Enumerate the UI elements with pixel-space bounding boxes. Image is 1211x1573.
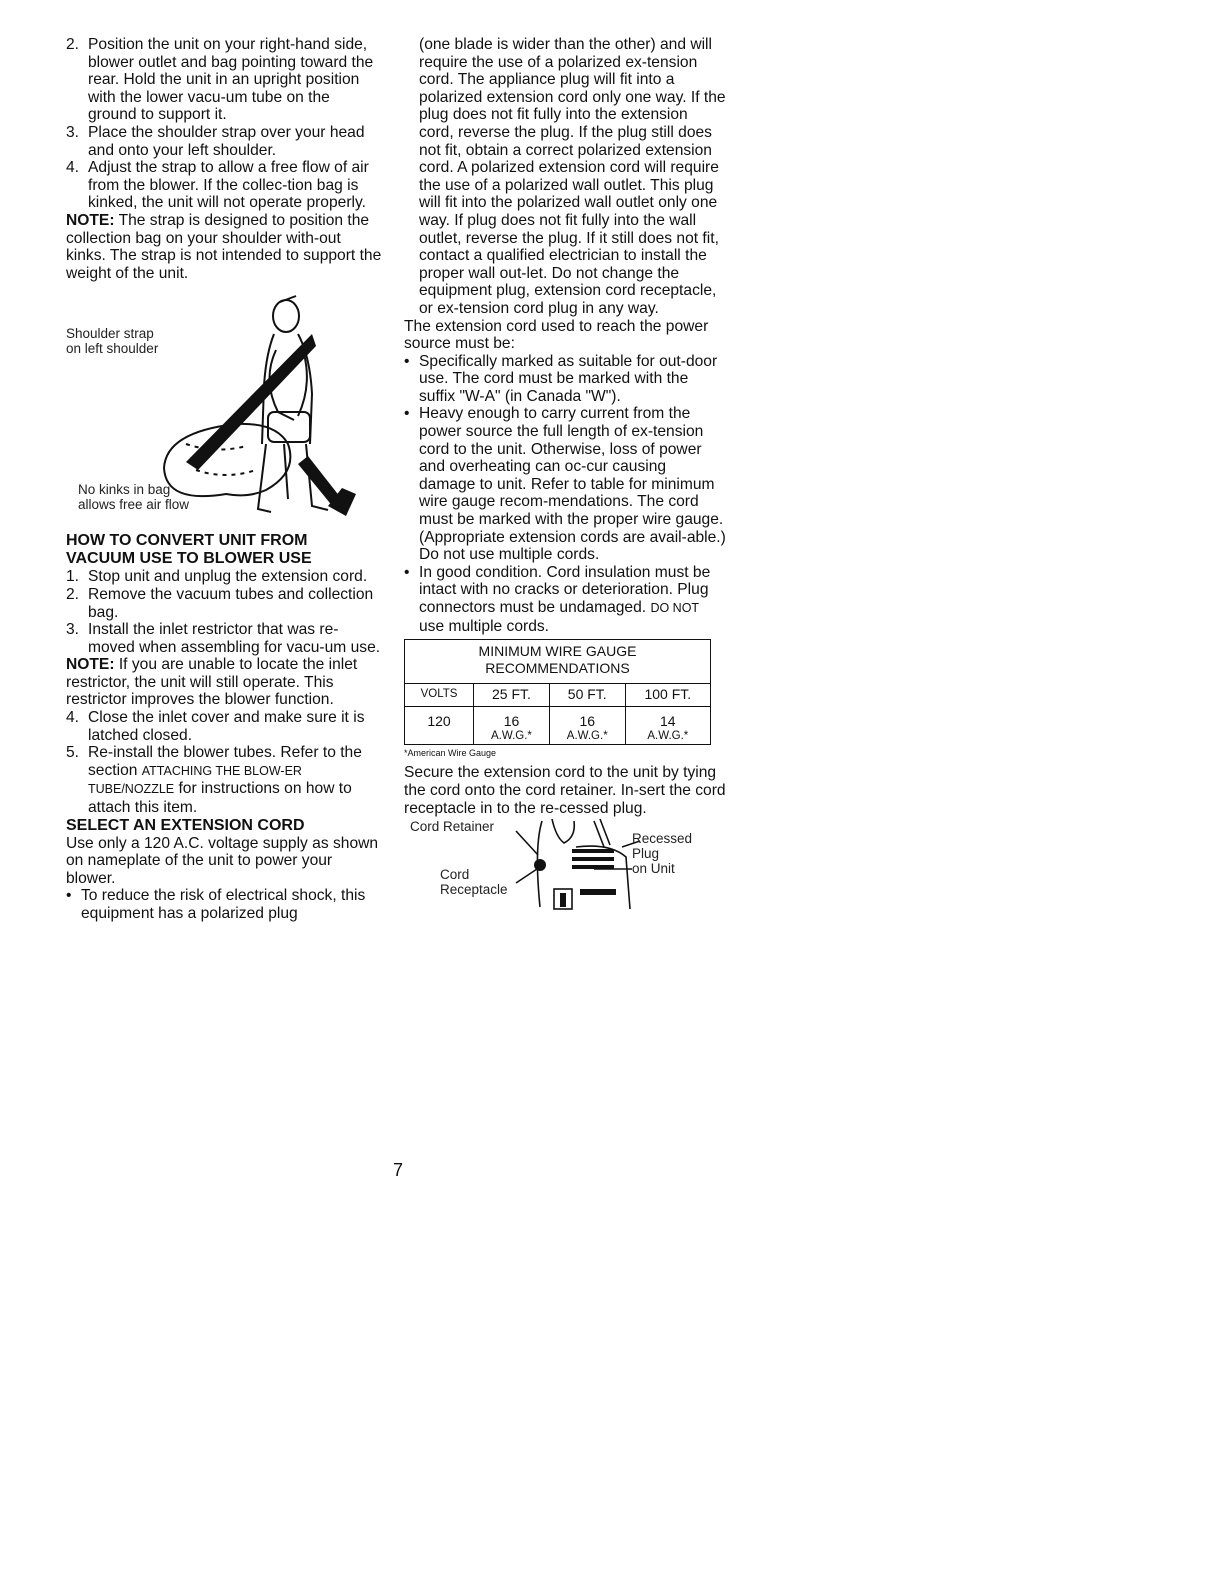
wire-gauge-table: [404, 639, 711, 745]
secure-cord-text: Secure the extension cord to the unit by tying the cord onto the cord retainer. In-sert the cord receptacle in to the re-cessed plug.: [404, 764, 726, 817]
step-number: 3.: [66, 123, 80, 141]
step-number: 2.: [66, 585, 80, 603]
bullet-item: [404, 564, 726, 635]
bullet-item: [66, 887, 382, 922]
step-text: Place the shoulder strap over your head and onto your left shoulder.: [88, 123, 365, 159]
step-text: for instructions on how to attach this item.: [88, 780, 352, 817]
bullet-dot-icon: •: [404, 563, 410, 581]
step-number: 5.: [66, 744, 80, 762]
bullet-text: To reduce the risk of electrical shock, this equipment has a polarized plug: [81, 887, 366, 922]
step-item: [66, 124, 382, 159]
bullet-dot-icon: •: [66, 887, 72, 905]
right-column: [404, 36, 726, 913]
table-header-cell: 100 FT.: [625, 684, 710, 707]
step-number: 4.: [66, 159, 80, 177]
step-item: [66, 159, 382, 212]
table-cell: 16 A.W.G.*: [474, 706, 550, 745]
heading-extension-cord: SELECT AN EXTENSION CORD: [66, 816, 305, 834]
left-column: [66, 36, 382, 923]
note-text: If you are unable to locate the inlet restrictor, the unit will still operate. This restrictor improves the blower function.: [66, 656, 358, 709]
polarized-continued: (one blade is wider than the other) and will require the use of a polarized ex-tension cord. The appliance plug will fit into a polarized extension cord only one way. If the plug does not fit fully into the extension cord, reverse the plug. If the plug still does not fit, obtain a correct polarized extension cord. A polarized extension cord will require the use of a polarized wall outlet. This plug will fit into the polarized wall outlet only one way. If plug does not fit fully into the wall outlet, reverse the plug. If it still does not fit, contact a qualified electrician to install the proper wall out-let. Do not change the equipment plug, extension cord receptacle, or ex-tension cord plug in any way.: [419, 36, 726, 317]
table-cell: 120: [405, 706, 474, 745]
table-caption: MINIMUM WIRE GAUGE RECOMMENDATIONS: [405, 640, 711, 684]
table-header-cell: VOLTS: [405, 684, 474, 707]
step-text: Close the inlet cover and make sure it is latched closed.: [88, 709, 365, 744]
step-item: [66, 568, 382, 586]
shoulder-strap-figure: [66, 294, 382, 526]
note-text: The strap is designed to position the collection bag on your shoulder with-out kinks. The strap is not intended to support the weight of the unit.: [66, 211, 382, 282]
cord-intro: Use only a 120 A.C. voltage supply as shown on nameplate of the unit to power your blower.: [66, 834, 379, 887]
step-text: Install the inlet restrictor that was re-moved when assembling for vacu-um use.: [88, 621, 381, 656]
steps-strap: [66, 36, 382, 212]
step-text: Remove the vacuum tubes and collection bag.: [88, 585, 374, 621]
note-restrictor: [66, 656, 382, 709]
figure-label-receptacle: Cord Receptacle: [440, 867, 508, 898]
bullet-emphasis: DO NOT: [650, 601, 700, 615]
note-label: NOTE:: [66, 656, 115, 674]
step-text: Position the unit on your right-hand side, blower outlet and bag pointing toward the rear. Hold the unit in an upright position with the lower vacu-um tube on the ground to support it.: [88, 36, 374, 124]
step-item: [66, 36, 382, 124]
table-cell: 14 A.W.G.*: [625, 706, 710, 745]
step-number: 3.: [66, 621, 80, 639]
bullet-text: Specifically marked as suitable for out-door use. The cord must be marked with the suffix "W-A" (in Canada "W").: [419, 352, 718, 405]
bullet-text: use multiple cords.: [419, 617, 550, 635]
figure-label-kinks: No kinks in bag allows free air flow: [78, 482, 190, 513]
bullet-text: In good condition. Cord insulation must be intact with no cracks or deterioration. Plug connectors must be undamaged.: [419, 563, 711, 616]
table-caption-row: [405, 640, 711, 684]
step-text: Stop unit and unplug the extension cord.: [88, 568, 368, 586]
step-item: [66, 744, 382, 816]
heading-convert: HOW TO CONVERT UNIT FROM VACUUM USE TO BLOWER USE: [66, 532, 312, 568]
page-number: 7: [393, 1160, 404, 1180]
note-label: NOTE:: [66, 211, 115, 229]
cord-retainer-figure: [404, 817, 726, 913]
reach-text: The extension cord used to reach the power source must be:: [404, 317, 709, 353]
table-row: [405, 706, 711, 745]
bullet-dot-icon: •: [404, 405, 410, 423]
table-header-row: [405, 684, 711, 707]
note-strap: [66, 212, 382, 282]
table-header-cell: 25 FT.: [474, 684, 550, 707]
bullet-item: [404, 353, 726, 406]
figure-label-recessed-plug: Recessed Plug on Unit: [632, 831, 693, 877]
figure-label-shoulder: Shoulder strap on left shoulder: [66, 326, 159, 357]
bullet-dot-icon: •: [404, 352, 410, 370]
bullet-item: [404, 405, 726, 563]
steps-convert: [66, 568, 382, 656]
step-item: [66, 709, 382, 744]
step-item: [66, 621, 382, 656]
step-number: 4.: [66, 709, 80, 727]
step-item: [66, 586, 382, 621]
section-reference: ATTACHING THE BLOW-ER TUBE/NOZZLE: [88, 763, 302, 797]
figure-label-retainer: Cord Retainer: [410, 819, 495, 835]
step-text: Adjust the strap to allow a free flow of air from the blower. If the collec-tion bag is kinked, the unit will not operate properly.: [88, 159, 369, 212]
table-header-cell: 50 FT.: [549, 684, 625, 707]
step-number: 1.: [66, 568, 80, 586]
table-footnote: *American Wire Gauge: [404, 748, 497, 759]
table-cell: 16 A.W.G.*: [549, 706, 625, 745]
bullet-text: Heavy enough to carry current from the power source the full length of ex-tension cord to the unit. Otherwise, loss of power and overheating can oc-cur causing damage to unit. Refer to table for minimum wire gauge recom-mendations. The cord must be marked with the proper wire gauge. (Appropriate extension cords are avail-able.) Do not use multiple cords.: [419, 405, 726, 564]
step-text: Re-install the blower tubes. Refer to the section: [88, 744, 362, 779]
step-number: 2.: [66, 36, 80, 53]
